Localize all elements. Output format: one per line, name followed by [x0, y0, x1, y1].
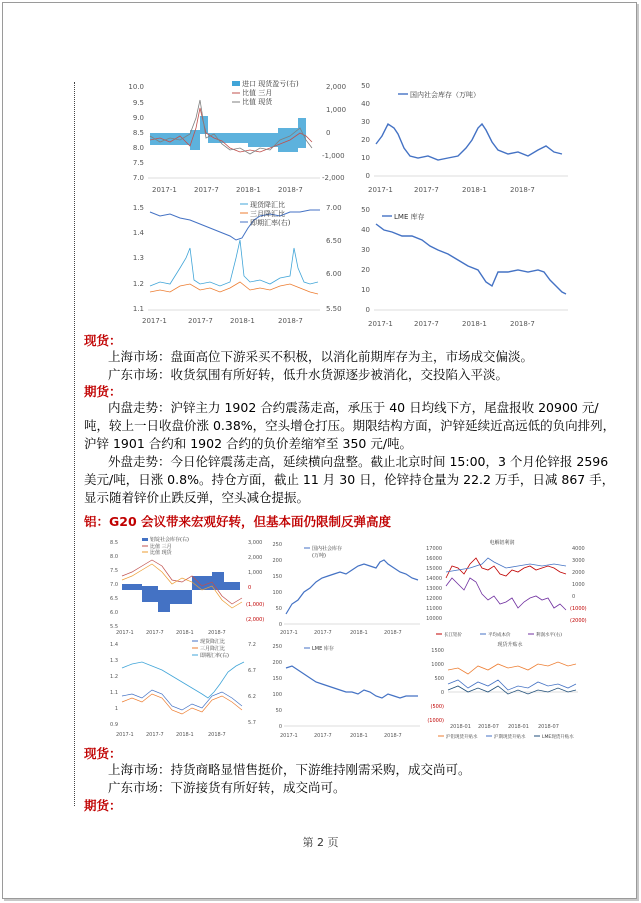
y-tick: 10000: [426, 616, 442, 622]
x-tick: 2018-07: [538, 724, 559, 730]
y-tick-right: 1,000: [326, 106, 347, 114]
y-tick: 1.4: [132, 229, 144, 237]
x-tick: 2018-1: [350, 630, 368, 636]
x-tick: 2018-7: [278, 186, 303, 194]
y-tick: 6.5: [110, 596, 118, 602]
series-spot-ratio: [150, 240, 318, 286]
legend-item: 沪铝现货升贴水: [446, 735, 478, 740]
zinc-foreign-trend: 外盘走势：今日伦锌震荡走高，延续横向盘整。截止北京时间 15:00，3 个月伦锌报 2596 美元/吨，日涨 0.8%。持仓方面，截止 11 月 30 日，伦锌持仓量为 22.2 万手，日减 867 手，显示随着锌价止跌反弹，空头减仓提振。: [84, 454, 615, 505]
al-futures-title: 期货：: [84, 798, 122, 813]
y-tick-right: 4000: [572, 546, 585, 552]
legend-item: 三月降汇比: [250, 210, 285, 218]
page-number: 第 2 页: [302, 836, 339, 849]
x-tick: 2017-1: [142, 317, 167, 325]
y-tick: 20: [361, 136, 370, 144]
x-tick: 2017-7: [188, 317, 213, 325]
legend-item: 现货降汇比: [200, 639, 226, 645]
al-spot-title: 现货：: [84, 746, 122, 761]
series-fx-rate: [150, 210, 320, 240]
x-tick: 2017-7: [314, 733, 332, 739]
al-profit-chart: [428, 538, 588, 646]
zinc-ratio-chart: [130, 78, 352, 196]
x-tick: 2017-1: [116, 732, 134, 738]
y-tick: 1.2: [132, 280, 144, 288]
zinc-import-ratio-chart: [130, 198, 352, 326]
al-lme-stock-chart: [270, 640, 430, 740]
y-tick-right: 1000: [572, 582, 585, 588]
y-tick-right: 0: [572, 594, 576, 600]
zinc-shanghai-market: 上海市场：盘面高位下游采买不积极，以消化前期库存为主，市场成交偏淡。: [108, 349, 534, 364]
y-tick: 0: [278, 724, 282, 730]
legend-item: 即期汇率(右): [250, 219, 291, 227]
y-tick-right: 7.2: [248, 642, 256, 648]
al-guangdong-market: 广东市场：下游接货有所好转，成交尚可。: [108, 780, 346, 795]
y-tick-right: 1,000: [248, 570, 263, 576]
y-tick-right: -2,000: [322, 174, 345, 182]
y-tick: 150: [272, 574, 282, 580]
y-tick: 30: [361, 246, 370, 254]
y-tick: 40: [361, 226, 370, 234]
zinc-domestic-stock-chart: [358, 78, 580, 196]
legend-item: 铝锭社会库存(右): [150, 537, 189, 543]
y-tick-right: -1,000: [322, 152, 345, 160]
y-tick-right: 6.7: [248, 668, 256, 674]
zinc-lme-stock-chart: [358, 202, 580, 328]
x-tick: 2017-7: [414, 186, 439, 194]
legend-item: LME 库存: [394, 213, 425, 221]
margin-dotted-line: [74, 82, 75, 806]
y-tick: 1.2: [110, 674, 118, 680]
y-tick: 16000: [426, 556, 442, 562]
y-tick: 9.0: [132, 114, 144, 122]
y-tick: 0: [365, 172, 370, 180]
series-3m-ratio: [150, 282, 318, 294]
y-tick: 1000: [431, 662, 444, 668]
y-tick: 10: [361, 286, 370, 294]
x-tick: 2018-1: [350, 733, 368, 739]
y-tick: 8.5: [110, 540, 118, 546]
y-tick-right: 6.00: [326, 270, 342, 278]
y-tick: 5.5: [110, 624, 118, 630]
al-shanghai-market: 上海市场：持货商略显惜售挺价，下游维持刚需采购，成交尚可。: [108, 762, 471, 777]
legend-item: 国内社会库存: [312, 546, 343, 552]
zinc-domestic-trend: 内盘走势：沪锌主力 1902 合约震荡走高，承压于 40 日均线下方，尾盘报收 20900 元/吨，较上一日收盘价涨 0.38%，空头增仓打压。期限结构方面，沪锌延续近高远低的负向排列，沪锌 1901 合约和 1902 合约的负价差缩窄至 350 元/吨。: [84, 400, 616, 451]
y-tick: 1.1: [110, 690, 118, 696]
y-tick: 30: [361, 118, 370, 126]
y-tick: 0: [278, 622, 282, 628]
y-tick: (500): [430, 704, 444, 710]
x-tick: 2017-1: [280, 733, 298, 739]
y-tick-right: 7.00: [326, 204, 342, 212]
x-tick: 2018-7: [510, 320, 535, 328]
legend-item: 比值 三月: [150, 544, 172, 550]
legend-item: 沪期现货升贴水: [494, 735, 526, 740]
legend-item: 平均成本价: [488, 633, 511, 638]
zinc-spot-title: 现货：: [84, 333, 122, 348]
aluminum-section-heading: 铝：G20 会议带来宏观好转，但基本面仍限制反弹高度: [84, 514, 392, 529]
y-tick: 0.9: [110, 722, 118, 728]
series-lme-stock: [376, 224, 566, 294]
y-tick: 11000: [426, 606, 442, 612]
y-tick-right: 3,000: [248, 540, 263, 546]
x-tick: 2018-7: [510, 186, 535, 194]
y-tick-right: 0: [248, 585, 252, 591]
y-tick: 250: [272, 644, 282, 650]
y-tick: 50: [275, 708, 282, 714]
y-tick: 6.0: [110, 610, 118, 616]
y-tick-right: 6.2: [248, 694, 256, 700]
x-tick: 2018-7: [384, 630, 402, 636]
al-ratio-chart: [108, 536, 268, 636]
x-tick: 2017-1: [368, 186, 393, 194]
x-tick: 2018-7: [208, 630, 226, 636]
y-tick: 8.0: [110, 554, 118, 560]
y-tick: 7.5: [110, 568, 118, 574]
y-tick: 1500: [431, 648, 444, 654]
y-tick: 7.0: [110, 582, 118, 588]
chart-title: 电解铝利润: [489, 540, 515, 546]
y-tick: 1.4: [110, 642, 118, 648]
legend-item: 比值 三月: [242, 89, 273, 97]
y-tick-right: (1000): [570, 606, 587, 612]
x-tick: 2018-1: [230, 317, 255, 325]
al-domestic-stock-chart: [270, 538, 430, 636]
y-tick-right: 2,000: [326, 83, 347, 91]
x-tick: 2018-07: [478, 724, 499, 730]
legend-item: 进口 现货盈亏(右): [242, 80, 299, 88]
y-tick: 200: [272, 660, 282, 666]
x-tick: 2018-7: [384, 733, 402, 739]
legend-item: LME 库存: [312, 646, 334, 652]
y-tick: 1.1: [132, 305, 144, 313]
legend-item: 利润水平(右): [536, 633, 563, 638]
al-import-ratio-chart: [108, 636, 268, 740]
y-tick: 9.5: [132, 99, 144, 107]
x-tick: 2017-1: [152, 186, 177, 194]
x-tick: 2018-1: [176, 630, 194, 636]
y-tick: 1.3: [132, 254, 144, 262]
legend-item: 比值 现货: [242, 98, 273, 106]
x-tick: 2018-7: [278, 317, 303, 325]
y-tick-right: 2000: [572, 570, 585, 576]
series-profit: [446, 578, 566, 610]
y-tick: 8.0: [132, 144, 144, 152]
x-tick: 2017-7: [146, 630, 164, 636]
legend-item: 三月降汇比: [200, 646, 226, 652]
x-tick: 2018-1: [462, 320, 487, 328]
y-tick-right: 2,000: [248, 555, 263, 561]
series-fx-rate: [122, 662, 244, 698]
legend-item: 现货降汇比: [250, 201, 285, 209]
legend-item: 长江铝价: [444, 633, 462, 638]
y-tick: 1.3: [110, 658, 118, 664]
y-tick: 15000: [426, 566, 442, 572]
zinc-guangdong-market: 广东市场：收货氛围有所好转，低升水货源逐步被消化，交投陷入平淡。: [108, 367, 509, 382]
chart-title: 现货升贴水: [497, 642, 523, 648]
y-tick: 20: [361, 266, 370, 274]
y-tick-right: 5.7: [248, 720, 256, 726]
x-tick: 2017-1: [116, 630, 134, 636]
legend-item: 即期汇率(右): [200, 653, 229, 659]
x-tick: 2017-7: [314, 630, 332, 636]
y-tick: 10: [361, 154, 370, 162]
y-tick: 7.0: [132, 174, 144, 182]
y-tick: 8.5: [132, 129, 144, 137]
y-tick: 0: [365, 306, 370, 314]
y-tick: 1.5: [132, 204, 144, 212]
series-al-domestic-stock: [286, 560, 418, 614]
series-shanghai-premium: [448, 662, 576, 674]
x-tick: 2017-7: [146, 732, 164, 738]
series-domestic-stock: [376, 124, 562, 160]
y-tick: 50: [361, 206, 370, 214]
al-spot-premium-chart: [428, 640, 588, 740]
y-tick-right: 3000: [572, 558, 585, 564]
y-tick: 100: [272, 590, 282, 596]
x-tick: 2017-7: [194, 186, 219, 194]
series-spot-ratio: [122, 690, 242, 710]
legend-item: 国内社会库存（万吨）: [410, 91, 480, 99]
series-avg-cost: [446, 558, 566, 572]
x-tick: 2018-1: [462, 186, 487, 194]
x-tick: 2018-1: [176, 732, 194, 738]
y-tick: 10.0: [128, 83, 144, 91]
y-tick: 12000: [426, 596, 442, 602]
y-tick-right: 5.50: [326, 305, 342, 313]
y-tick: 7.5: [132, 159, 144, 167]
x-tick: 2017-7: [414, 320, 439, 328]
y-tick: 17000: [426, 546, 442, 552]
y-tick: 500: [434, 676, 444, 682]
y-tick: 40: [361, 100, 370, 108]
stock-bars: [122, 572, 240, 612]
y-tick-right: 0: [326, 129, 331, 137]
x-tick: 2018-1: [236, 186, 261, 194]
y-tick: (1000): [427, 718, 444, 724]
y-tick: 200: [272, 558, 282, 564]
y-tick: 13000: [426, 586, 442, 592]
series-al-lme-stock: [286, 666, 418, 698]
y-tick: 100: [272, 692, 282, 698]
x-tick: 2018-01: [450, 724, 471, 730]
y-tick: 50: [275, 606, 282, 612]
y-tick: 250: [272, 542, 282, 548]
y-tick: 0: [440, 690, 444, 696]
y-tick: 1: [114, 706, 118, 712]
legend-item: 比值 现货: [150, 550, 172, 556]
y-tick-right: (2000): [570, 618, 587, 624]
y-tick-right: (1,000): [246, 602, 265, 608]
x-tick: 2018-01: [508, 724, 529, 730]
y-tick: 14000: [426, 576, 442, 582]
y-tick: 150: [272, 676, 282, 682]
x-tick: 2018-7: [208, 732, 226, 738]
y-tick: 50: [361, 82, 370, 90]
x-tick: 2017-1: [280, 630, 298, 636]
zinc-futures-title: 期货：: [84, 384, 122, 399]
x-tick: 2017-1: [368, 320, 393, 328]
y-tick-right: 6.50: [326, 237, 342, 245]
legend-item: (万吨): [312, 553, 326, 559]
y-tick-right: (2,000): [246, 617, 265, 623]
legend-item: LME现货升贴水: [542, 735, 574, 740]
